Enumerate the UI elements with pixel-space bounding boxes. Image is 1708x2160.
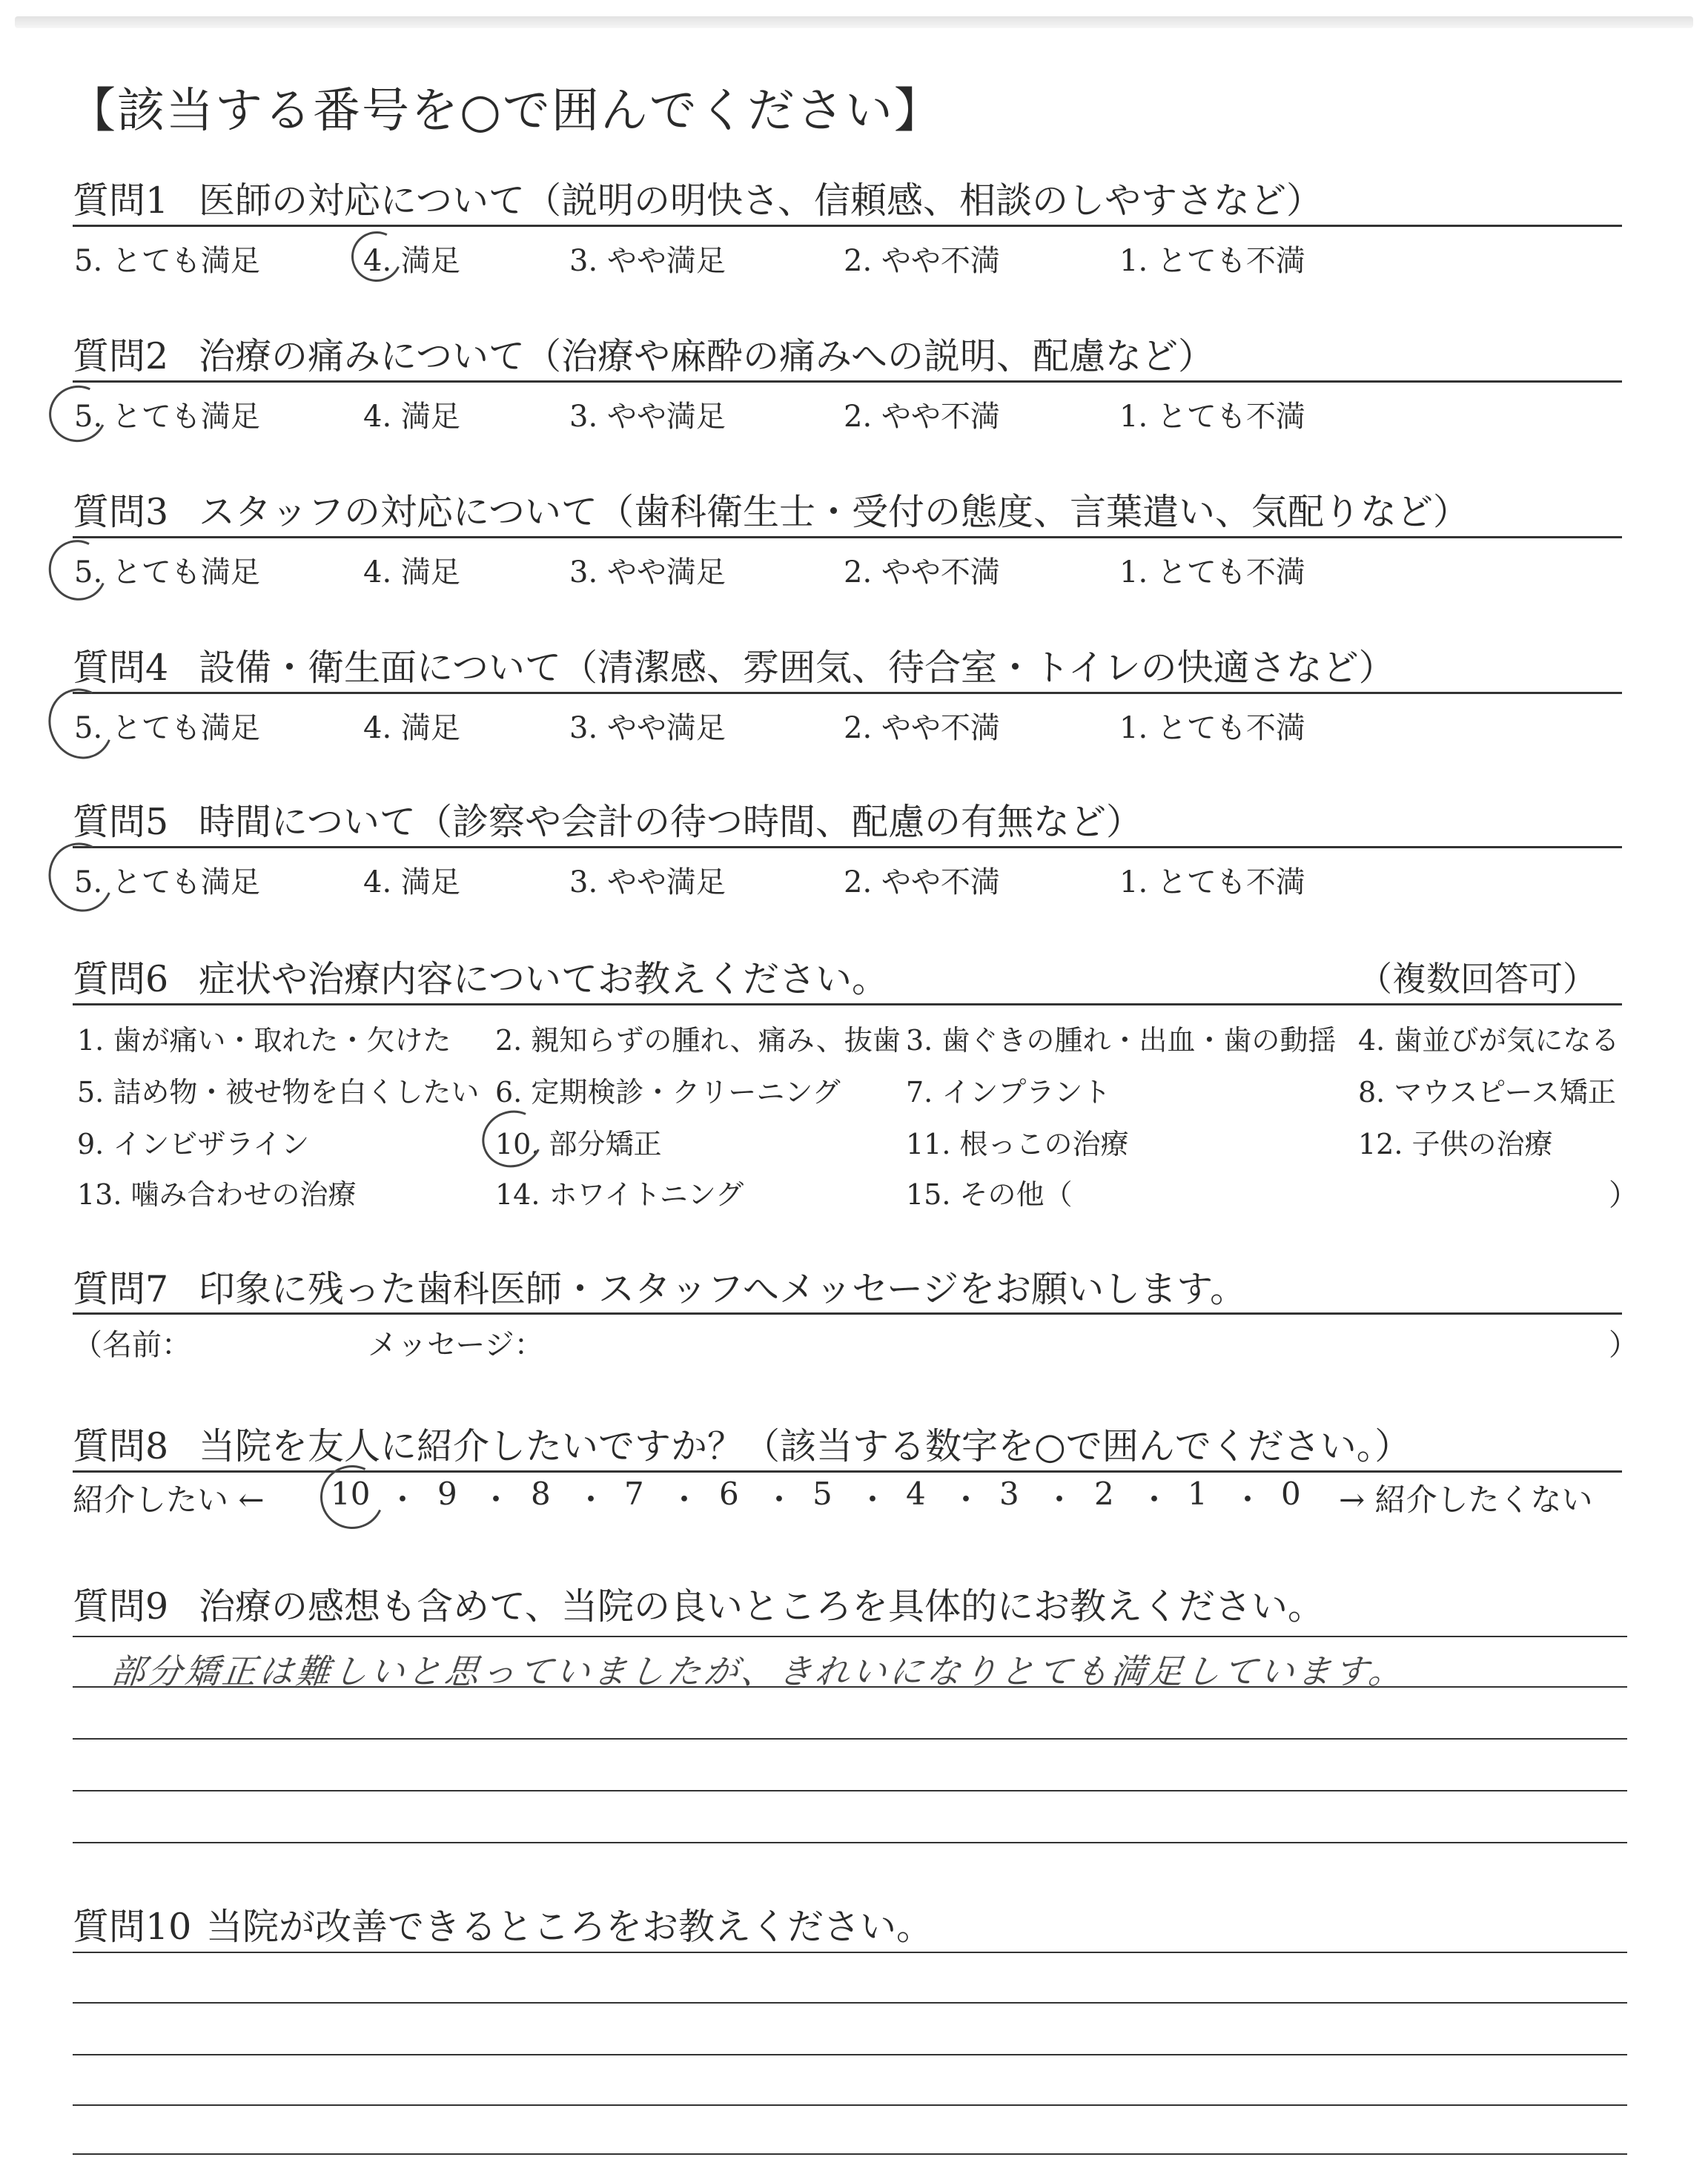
option-4[interactable]: 4. 満足	[363, 711, 460, 745]
option-1[interactable]: 1. とても不満	[1119, 865, 1305, 899]
divider	[73, 692, 1622, 694]
scale-3[interactable]: 3	[999, 1476, 1019, 1512]
question-title: 質問7 印象に残った歯科医師・スタッフへメッセージをお願いします。	[73, 1268, 1247, 1310]
option-2[interactable]: 2. やや不満	[844, 244, 1000, 278]
option-8[interactable]: 8. マウスピース矯正	[1358, 1076, 1616, 1109]
option-11[interactable]: 11. 根っこの治療	[906, 1128, 1129, 1160]
scale-separator: ・	[669, 1482, 701, 1518]
option-3[interactable]: 3. 歯ぐきの腫れ・出血・歯の動揺	[906, 1024, 1337, 1057]
scale-1[interactable]: 1	[1188, 1476, 1208, 1512]
divider	[73, 380, 1622, 383]
option-13[interactable]: 13. 噛み合わせの治療	[77, 1178, 357, 1211]
scale-5[interactable]: 5	[812, 1476, 833, 1512]
selection-circle	[40, 532, 115, 609]
option-2[interactable]: 2. やや不満	[844, 865, 1000, 899]
option-1[interactable]: 1. とても不満	[1119, 400, 1305, 434]
divider	[73, 1312, 1622, 1315]
option-3[interactable]: 3. やや満足	[569, 400, 726, 434]
answer-line	[73, 2153, 1627, 2155]
answer-line	[73, 1842, 1627, 1843]
option-5[interactable]: 5. 詰め物・被せ物を白くしたい	[77, 1076, 480, 1109]
question-title: 質問5 時間について（診察や会計の待つ時間、配慮の有無など）	[73, 801, 1143, 843]
option-5[interactable]: 5. とても満足	[74, 865, 260, 899]
form-header: 【該当する番号を○で囲んでください】	[68, 84, 943, 139]
option-12[interactable]: 12. 子供の治療	[1358, 1128, 1553, 1160]
scale-separator: ・	[857, 1482, 889, 1518]
option-5[interactable]: 5. とても満足	[74, 244, 260, 278]
scale-separator: ・	[575, 1482, 607, 1518]
option-4[interactable]: 4. 満足	[363, 244, 460, 278]
option-2[interactable]: 2. 親知らずの腫れ、痛み、抜歯	[495, 1024, 901, 1057]
option-4[interactable]: 4. 満足	[363, 400, 460, 434]
question-title: 質問1 医師の対応について（説明の明快さ、信頼感、相談のしやすさなど）	[73, 179, 1323, 222]
option-3[interactable]: 3. やや満足	[569, 244, 726, 278]
answer-line	[73, 2002, 1627, 2004]
option-10[interactable]: 10. 部分矯正	[495, 1128, 662, 1160]
option-5[interactable]: 5. とても満足	[74, 400, 260, 434]
answer-line	[73, 1790, 1627, 1791]
close-paren: ）	[1609, 1328, 1638, 1362]
option-3[interactable]: 3. やや満足	[569, 865, 726, 899]
answer-line	[73, 1952, 1627, 1953]
divider	[73, 536, 1622, 538]
scale-separator: ・	[1139, 1482, 1171, 1518]
question-title: 質問10 当院が改善できるところをお教えください。	[73, 1906, 933, 1948]
scan-top-shadow	[15, 16, 1693, 28]
answer-line	[73, 1738, 1627, 1740]
option-5[interactable]: 5. とても満足	[74, 711, 260, 745]
option-1[interactable]: 1. とても不満	[1119, 711, 1305, 745]
option-14[interactable]: 14. ホワイトニング	[495, 1178, 744, 1211]
answer-line	[73, 2104, 1627, 2106]
selection-circle	[41, 377, 114, 450]
divider	[73, 1003, 1622, 1005]
scale-separator: ・	[1232, 1482, 1264, 1518]
answer-line	[73, 2054, 1627, 2055]
question-title: 質問8 当院を友人に紹介したいですか？（該当する数字を○で囲んでください。）	[73, 1425, 1411, 1467]
scale-4[interactable]: 4	[906, 1476, 926, 1512]
scale-0[interactable]: 0	[1281, 1476, 1301, 1512]
option-6[interactable]: 6. 定期検診・クリーニング	[495, 1076, 841, 1109]
message-label: メッセージ：	[368, 1328, 544, 1362]
not-recommend-label: → 紹介したくない	[1339, 1482, 1593, 1518]
multiple-answer-note: （複数回答可）	[1358, 959, 1597, 999]
option-2[interactable]: 2. やや不満	[844, 400, 1000, 434]
option-15[interactable]: 15. その他（	[906, 1178, 1073, 1211]
question-title: 質問2 治療の痛みについて（治療や麻酔の痛みへの説明、配慮など）	[73, 335, 1215, 377]
option-9[interactable]: 9. インビザライン	[77, 1128, 310, 1160]
scale-7[interactable]: 7	[624, 1476, 644, 1512]
selection-circle	[474, 1102, 550, 1175]
close-paren: ）	[1609, 1178, 1638, 1212]
scale-6[interactable]: 6	[719, 1476, 739, 1512]
name-label: （名前：	[73, 1328, 191, 1362]
scale-2[interactable]: 2	[1094, 1476, 1114, 1512]
option-1[interactable]: 1. とても不満	[1119, 555, 1305, 589]
divider	[73, 846, 1622, 848]
question-title: 質問4 設備・衛生面について（清潔感、雰囲気、待合室・トイレの快適さなど）	[73, 647, 1395, 689]
scale-separator: ・	[950, 1482, 982, 1518]
recommend-label: 紹介したい ←	[73, 1482, 265, 1518]
handwritten-answer[interactable]: 部分矯正は難しいと思っていましたが、きれいになりとても満足しています。	[108, 1651, 1408, 1691]
option-1[interactable]: 1. 歯が痛い・取れた・欠けた	[77, 1024, 451, 1057]
option-2[interactable]: 2. やや不満	[844, 555, 1000, 589]
option-3[interactable]: 3. やや満足	[569, 711, 726, 745]
scale-8[interactable]: 8	[531, 1476, 551, 1512]
option-2[interactable]: 2. やや不満	[844, 711, 1000, 745]
answer-line	[73, 1686, 1627, 1688]
scale-separator: ・	[387, 1482, 419, 1518]
scale-separator: ・	[1044, 1482, 1076, 1518]
answer-line	[73, 1636, 1627, 1637]
scale-separator: ・	[764, 1482, 795, 1518]
option-5[interactable]: 5. とても満足	[74, 555, 260, 589]
question-title: 質問3 スタッフの対応について（歯科衛生士・受付の態度、言葉遣い、気配りなど）	[73, 491, 1470, 533]
option-7[interactable]: 7. インプラント	[906, 1076, 1111, 1109]
divider	[73, 225, 1622, 227]
divider	[73, 1470, 1622, 1473]
question-title: 質問6 症状や治療内容についてお教えください。	[73, 958, 889, 1000]
option-4[interactable]: 4. 歯並びが気になる	[1358, 1024, 1620, 1057]
option-4[interactable]: 4. 満足	[363, 555, 460, 589]
question-title: 質問9 治療の感想も含めて、当院の良いところを具体的にお教えください。	[73, 1585, 1325, 1628]
option-4[interactable]: 4. 満足	[363, 865, 460, 899]
option-3[interactable]: 3. やや満足	[569, 555, 726, 589]
scale-separator: ・	[480, 1482, 512, 1518]
option-1[interactable]: 1. とても不満	[1119, 244, 1305, 278]
scale-10[interactable]: 10	[331, 1476, 371, 1512]
scale-9[interactable]: 9	[437, 1476, 457, 1512]
